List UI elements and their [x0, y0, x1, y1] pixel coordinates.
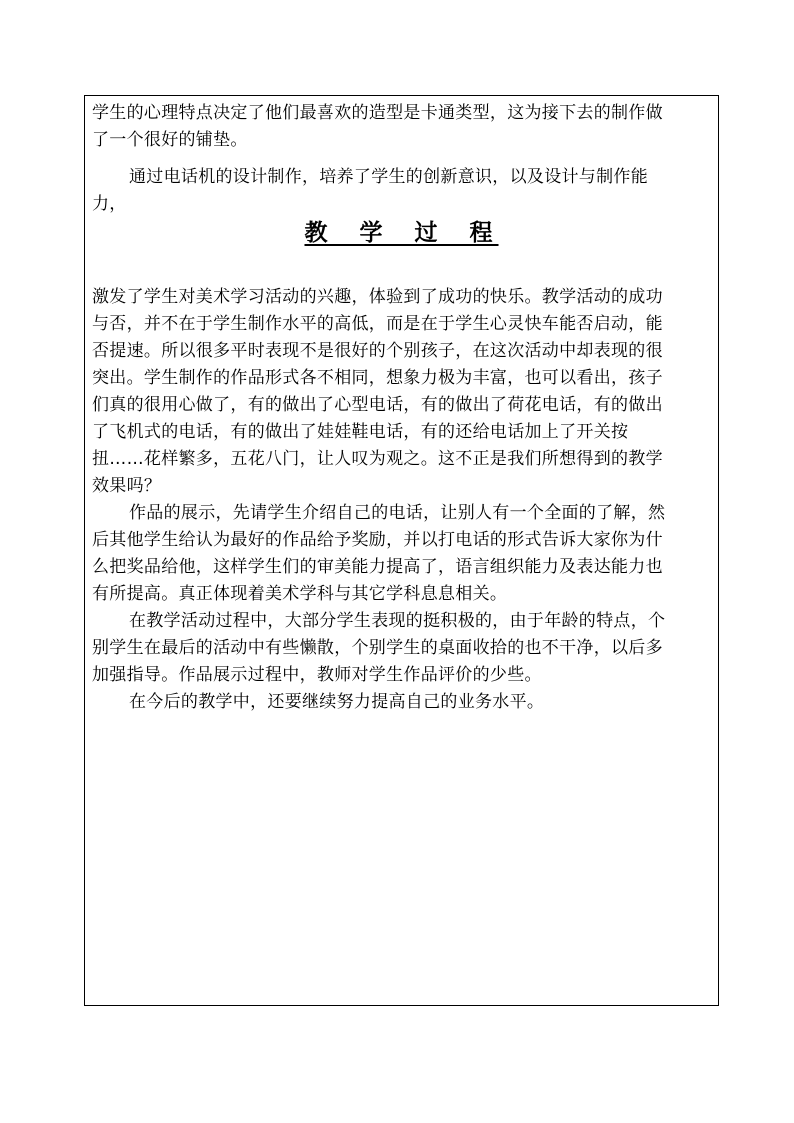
section-title-text: 教 学 过 程	[304, 219, 499, 246]
text-line: 作品的展示，先请学生介绍自己的电话，让别人有一个全面的了解，然	[129, 503, 666, 523]
text-line: 加强指导。作品展示过程中，教师对学生作品评价的少些。	[92, 665, 542, 685]
text-line: 扭……花样繁多，五花八门，让人叹为观之。这不正是我们所想得到的教学	[92, 449, 663, 469]
text-line: 了一个很好的铺垫。	[92, 130, 248, 150]
text-line: 有所提高。真正体现着美术学科与其它学科息息相关。	[92, 584, 508, 604]
text-line: 们真的很用心做了，有的做出了心型电话，有的做出了荷花电话，有的做出	[92, 395, 663, 415]
text-line: 了飞机式的电话，有的做出了娃娃鞋电话，有的还给电话加上了开关按	[92, 422, 629, 442]
text-line: 效果吗？	[92, 476, 162, 496]
reflection-text-block	[92, 284, 714, 716]
text-line: 与否，并不在于学生制作水平的高低，而是在于学生心灵快车能否启动，能	[92, 314, 663, 334]
section-title	[84, 214, 719, 247]
text-line: 学生的心理特点决定了他们最喜欢的造型是卡通类型，这为接下去的制作做	[92, 103, 663, 123]
text-line: 突出。学生制作的作品形式各不相同，想象力极为丰富，也可以看出，孩子	[92, 368, 663, 388]
text-line: 么把奖品给他，这样学生们的审美能力提高了，语言组织能力及表达能力也	[92, 557, 663, 577]
text-line: 在今后的教学中，还要继续努力提高自己的业务水平。	[129, 692, 545, 712]
text-line: 力，	[92, 194, 127, 214]
intro-text-block	[92, 100, 714, 218]
text-line: 激发了学生对美术学习活动的兴趣，体验到了成功的快乐。教学活动的成功	[92, 287, 663, 307]
text-line: 后其他学生给认为最好的作品给予奖励，并以打电话的形式告诉大家你为什	[92, 530, 663, 550]
text-line: 在教学活动过程中，大部分学生表现的挺积极的，由于年龄的特点，个	[129, 611, 666, 631]
text-line: 通过电话机的设计制作，培养了学生的创新意识，以及设计与制作能	[129, 167, 648, 187]
text-line: 别学生在最后的活动中有些懒散，个别学生的桌面收拾的也不干净，以后多	[92, 638, 663, 658]
text-line: 否提速。所以很多平时表现不是很好的个别孩子，在这次活动中却表现的很	[92, 341, 663, 361]
